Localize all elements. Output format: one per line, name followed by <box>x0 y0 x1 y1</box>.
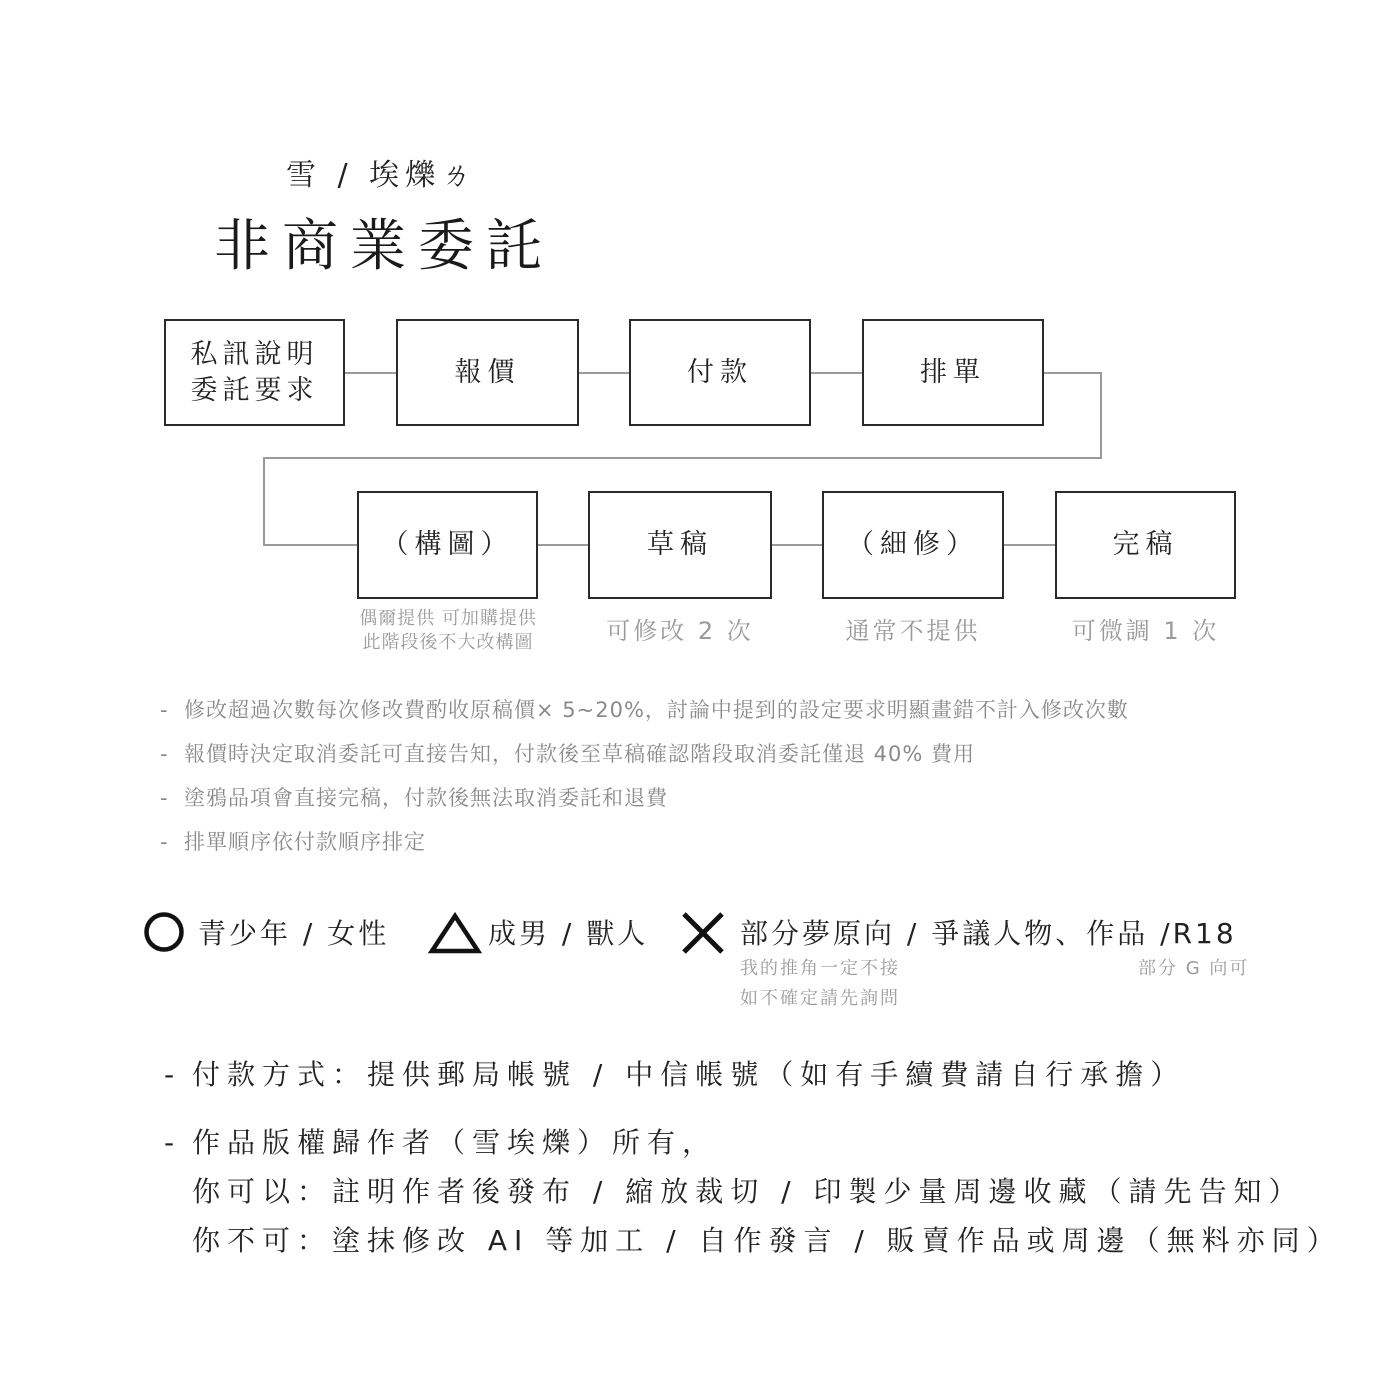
flow-note-composition <box>338 607 558 655</box>
flow-step-label: 完稿 <box>1112 529 1179 560</box>
flow-step-quote <box>396 319 579 426</box>
flow-step-label: 付款 <box>687 356 753 388</box>
flow-connector <box>771 544 823 546</box>
flow-step-queue <box>862 319 1044 426</box>
terms-copyright-text: 作品版權歸作者（雪埃爍）所有， <box>192 1126 718 1159</box>
legend-no-note <box>740 954 900 1014</box>
flow-step-label: （細修） <box>847 529 979 560</box>
flow-step-inquiry <box>164 319 345 426</box>
cross-icon <box>680 910 726 956</box>
legend-r18-note: 部分 G 向可 <box>1138 958 1250 979</box>
terms-payment-text: 付款方式：提供郵局帳號 / 中信帳號（如有手續費請自行承擔） <box>192 1058 1186 1091</box>
terms-payment <box>164 1053 1185 1093</box>
page-title: 非商業委託 <box>214 214 554 279</box>
flow-step-label: 排單 <box>920 356 986 388</box>
rule-item <box>160 826 1129 870</box>
flow-connector <box>1003 544 1056 546</box>
legend-maybe-label: 成男 / 獸人 <box>488 917 649 950</box>
terms-copyright <box>164 1121 717 1161</box>
rule-dash: - <box>160 742 169 766</box>
legend-note-line: 如不確定請先詢問 <box>740 988 900 1009</box>
flow-connector <box>344 372 396 374</box>
legend-note-line: 我的推角一定不接 <box>740 958 900 979</box>
artist-subtitle: 雪 / 埃爍ㄌ <box>286 158 478 193</box>
terms-can-text: 你可以：註明作者後發布 / 縮放裁切 / 印製少量周邊收藏（請先告知） <box>192 1175 1304 1208</box>
flow-step-label: （構圖） <box>381 529 514 560</box>
flow-note-final: 可微調 1 次 <box>1071 617 1220 645</box>
flow-step-label: 報價 <box>454 356 521 388</box>
flow-note-refine: 通常不提供 <box>845 617 981 645</box>
rule-dash: - <box>160 830 169 854</box>
terms-can <box>164 1170 1303 1210</box>
flow-connector <box>578 372 630 374</box>
flow-step-label: 委託要求 <box>190 374 319 406</box>
flow-step-payment <box>629 319 811 426</box>
flow-connector <box>810 372 863 374</box>
rule-item <box>160 738 1129 782</box>
circle-icon <box>143 911 185 953</box>
terms-cannot-text: 你不可：塗抹修改 AI 等加工 / 自作發言 / 販賣作品或周邊（無料亦同） <box>192 1224 1342 1257</box>
flow-connector <box>263 544 358 546</box>
triangle-icon <box>428 912 482 954</box>
flow-step-sketch <box>588 491 772 599</box>
rule-text: 塗鴉品項會直接完稿，付款後無法取消委託和退費 <box>184 786 668 810</box>
terms-dash: - <box>164 1126 182 1159</box>
flow-step-final <box>1055 491 1236 599</box>
flow-connector <box>1100 372 1102 459</box>
legend-ok-label: 青少年 / 女性 <box>198 917 390 950</box>
flow-connector <box>1043 372 1101 374</box>
rule-dash: - <box>160 786 169 810</box>
rule-text: 修改超過次數每次修改費酌收原稿價× 5~20%，討論中提到的設定要求明顯畫錯不計入修改次數 <box>184 698 1129 722</box>
rule-dash: - <box>160 698 169 722</box>
legend-no-label: 部分夢原向 / 爭議人物、作品 /R18 <box>740 917 1237 950</box>
flow-step-label: 草稿 <box>647 529 713 560</box>
rule-item <box>160 782 1129 826</box>
terms-dash: - <box>164 1058 182 1091</box>
rule-item <box>160 694 1129 738</box>
rule-text: 報價時決定取消委託可直接告知，付款後至草稿確認階段取消委託僅退 40% 費用 <box>184 742 976 766</box>
flow-connector <box>263 457 1102 459</box>
rules-list <box>160 694 1129 870</box>
flow-note-line: 此階段後不大改構圖 <box>362 632 534 653</box>
flow-connector <box>537 544 589 546</box>
flow-step-refine <box>822 491 1004 599</box>
flow-step-label: 私訊說明 <box>190 338 319 370</box>
flow-connector <box>263 457 265 546</box>
terms-cannot <box>164 1219 1342 1259</box>
rule-text: 排單順序依付款順序排定 <box>184 830 426 854</box>
flow-note-sketch: 可修改 2 次 <box>606 617 754 645</box>
flow-step-composition <box>357 491 538 599</box>
flow-note-line: 偶爾提供 可加購提供 <box>359 608 537 629</box>
